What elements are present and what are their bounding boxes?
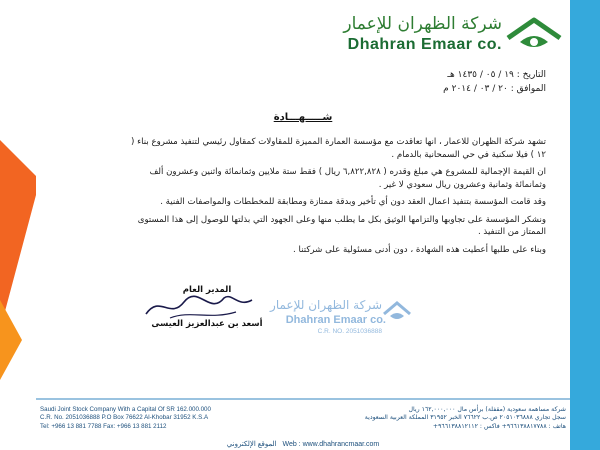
signatory-block bbox=[132, 285, 282, 329]
website-label-ar: الموقع الإلكتروني bbox=[226, 441, 277, 448]
logo-arabic-name: شركة الظهران للإعمار bbox=[343, 14, 502, 34]
footer-capital-ar: شركة مساهمة سعودية (مقفلة) برأس مال ١٦٢,٠٠٠,٠٠٠ ريال bbox=[408, 406, 566, 413]
signatory-name: أسعد بن عبدالعزيز العيسى bbox=[151, 319, 263, 329]
footer-arabic-info bbox=[365, 406, 566, 431]
certificate-document bbox=[36, 0, 570, 450]
footer-phone-fax-ar: هاتف : ٩٦٦١٣٨٨١٧٧٨٨+ فاكس : ٩٦٦١٣٨٨١٢١١٢+ bbox=[432, 422, 566, 430]
company-logo bbox=[342, 14, 562, 58]
paragraph-5: وبناء على طلبها أعطيت هذه الشهادة ، دون أدنى مسئولية على شركتنا . bbox=[293, 244, 546, 255]
gregorian-date: الموافق : ٢٠ / ٠٣ / ٢٠١٤ م bbox=[443, 84, 546, 94]
house-logo-icon bbox=[506, 16, 562, 56]
footer-cr-address-ar: سجل تجاري ٢٠٥١٠٣٦٨٨٨ ص.ب ٧٦٦٢٢ الخبر ٣١٩٥٢ المملكة العربية السعودية bbox=[364, 414, 566, 422]
footer-website bbox=[36, 440, 570, 448]
footer-phone-fax: Tel: +966 13 881 7788 Fax: +966 13 881 2112 bbox=[40, 422, 167, 430]
certificate-title: شـــــهـــادة bbox=[273, 112, 333, 123]
footer-english-info bbox=[40, 406, 211, 431]
document-dates bbox=[443, 68, 546, 96]
paragraph-3: وقد قامت المؤسسة بتنفيذ اعمال العقد دون أي تأخير وبدقة ممتازة ومطابقة للمخططات والمواصفات الفنية . bbox=[160, 197, 546, 207]
letterhead-footer bbox=[36, 398, 570, 450]
certificate-body bbox=[120, 136, 546, 261]
footer-cr-address: C.R. No. 2051036888 P.O Box 76622 Al-Khobar 31952 K.S.A bbox=[40, 414, 209, 422]
hijri-date: التاريخ : ١٩ / ٠٥ / ١٤٣٥ هـ bbox=[447, 70, 546, 80]
stamp-arabic: شركة الظهران للإعمار bbox=[270, 298, 382, 312]
paragraph-4: ونشكر المؤسسة على تجاوبها والتزامها الوثيق بكل ما يطلب منها وعلى الجهود التي بذلتها للوصول إلى هذا المستوى الممتاز من التنفيذ . bbox=[137, 214, 546, 237]
paragraph-2: ان القيمة الإجمالية للمشروع هي مبلغ وقدره ( ٦,٨٢٢,٨٢٨ ريال ) فقط ستة ملايين وثمانمائة واثنين وعشرون ألف وثمانمائة وثمانية وعشرون ريال سعودي لا غير . bbox=[149, 167, 546, 190]
left-orange-accent-small bbox=[0, 300, 22, 380]
stamp-house-icon bbox=[382, 300, 412, 324]
footer-capital: Saudi Joint Stock Company With a Capital Of SR 162.000.000 bbox=[40, 406, 211, 413]
company-stamp bbox=[262, 298, 412, 342]
right-blue-band bbox=[570, 0, 600, 450]
logo-english-name: Dhahran Emaar co. bbox=[347, 36, 502, 53]
paragraph-1: تشهد شركة الظهران للاعمار ، انها تعاقدت مع مؤسسة العمارة المميزة للمقاولات كمقاول رئيسي لتنفيذ مشروع بناء ( ١٢ ) فيلا سكنية في حي السمحانية بالدمام . bbox=[130, 137, 546, 160]
website-url: Web : www.dhahrancmaar.com bbox=[282, 441, 380, 448]
stamp-english: Dhahran Emaar co. bbox=[285, 314, 386, 326]
footer-divider bbox=[36, 398, 570, 400]
signatory-role: المدير العام bbox=[182, 285, 232, 295]
stamp-cr-number: C.R. NO. 2051036888 bbox=[317, 328, 382, 335]
